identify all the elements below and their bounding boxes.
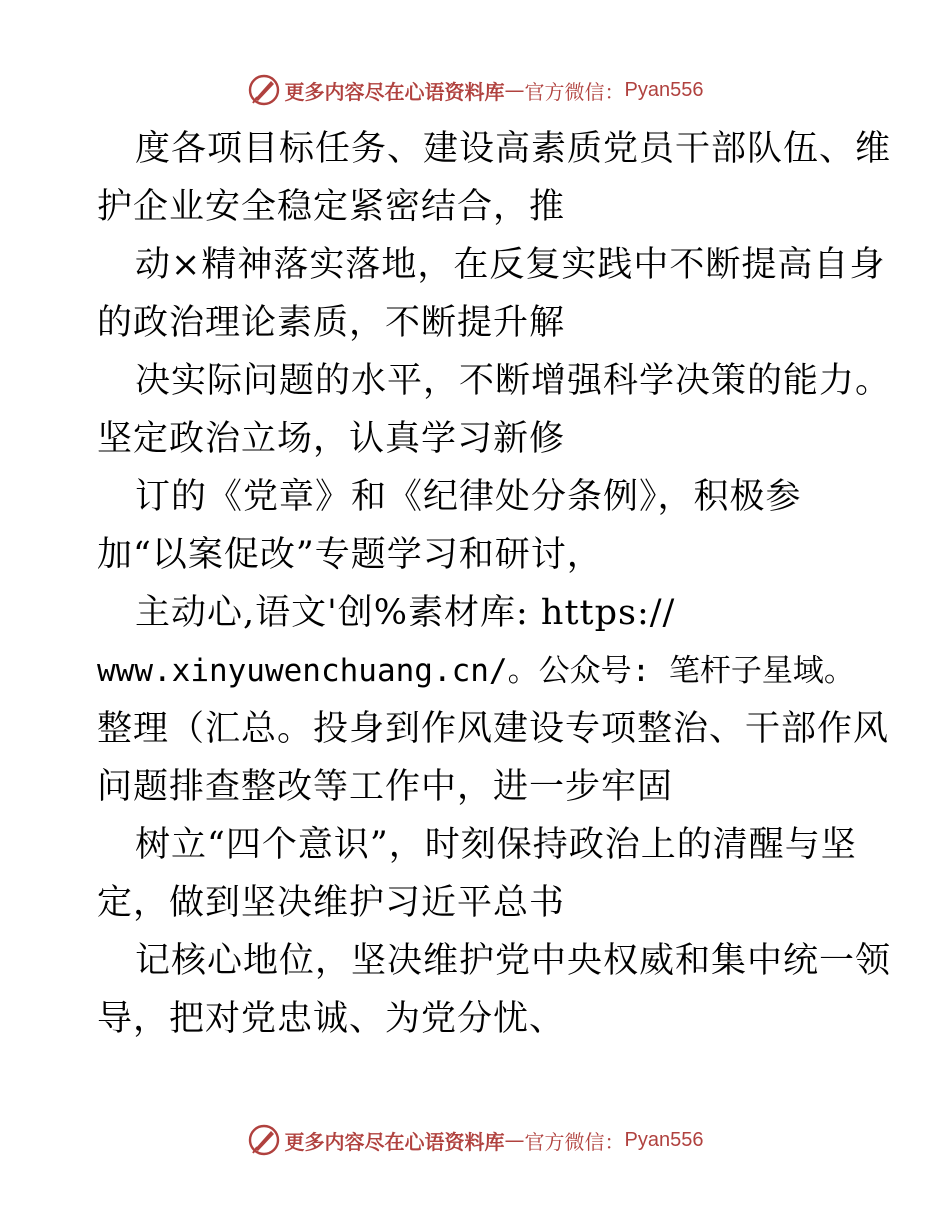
body-line: 树立“四个意识”，时刻保持政治上的清醒与坚 bbox=[135, 825, 857, 865]
banner-wechat-label: 官方微信： bbox=[524, 79, 625, 104]
body-line: 记核心地位，坚决维护党中央权威和集中统一领 bbox=[135, 941, 892, 981]
footer-banner bbox=[0, 1120, 950, 1160]
banner-wechat-label: 官方微信： bbox=[524, 1129, 625, 1154]
header-banner bbox=[0, 70, 950, 110]
body-line: 问题排查整改等工作中，进一步牢固 bbox=[97, 767, 674, 807]
banner-wechat-id: Pyan556 bbox=[624, 1128, 704, 1151]
banner-separator: — bbox=[504, 78, 525, 102]
body-line-url: www.xinyuwenchuang.cn/。公众号: 笔杆子星域。 bbox=[97, 653, 855, 689]
body-line: 动×精神落实落地，在反复实践中不断提高自身 bbox=[135, 245, 886, 285]
body-line: 导，把对党忠诚、为党分忧、 bbox=[97, 999, 566, 1039]
body-line: 度各项目标任务、建设高素质党员干部队伍、维 bbox=[135, 129, 892, 169]
document-body bbox=[97, 120, 892, 1048]
body-line: 整理（汇总。投身到作风建设专项整治、干部作风 bbox=[97, 709, 890, 749]
quill-pen-logo-icon bbox=[247, 1123, 281, 1157]
banner-title: 更多内容尽在心语资料库 bbox=[284, 1129, 505, 1154]
body-line: 主动心,语文'创%素材库: https:// bbox=[135, 593, 676, 633]
quill-pen-logo-icon bbox=[247, 73, 281, 107]
body-line: 的政治理论素质，不断提升解 bbox=[97, 303, 566, 343]
body-line: 定，做到坚决维护习近平总书 bbox=[97, 883, 566, 923]
body-line: 加“以案促改”专题学习和研讨， bbox=[97, 535, 603, 575]
body-line: 决实际问题的水平，不断增强科学决策的能力。 bbox=[135, 361, 892, 401]
body-line: 坚定政治立场，认真学习新修 bbox=[97, 419, 566, 459]
banner-wechat-id: Pyan556 bbox=[624, 78, 704, 101]
body-line: 订的《党章》和《纪律处分条例》，积极参 bbox=[135, 477, 802, 517]
banner-title: 更多内容尽在心语资料库 bbox=[284, 79, 505, 104]
body-line: 护企业安全稳定紧密结合，推 bbox=[97, 187, 566, 227]
banner-separator: — bbox=[504, 1128, 525, 1152]
